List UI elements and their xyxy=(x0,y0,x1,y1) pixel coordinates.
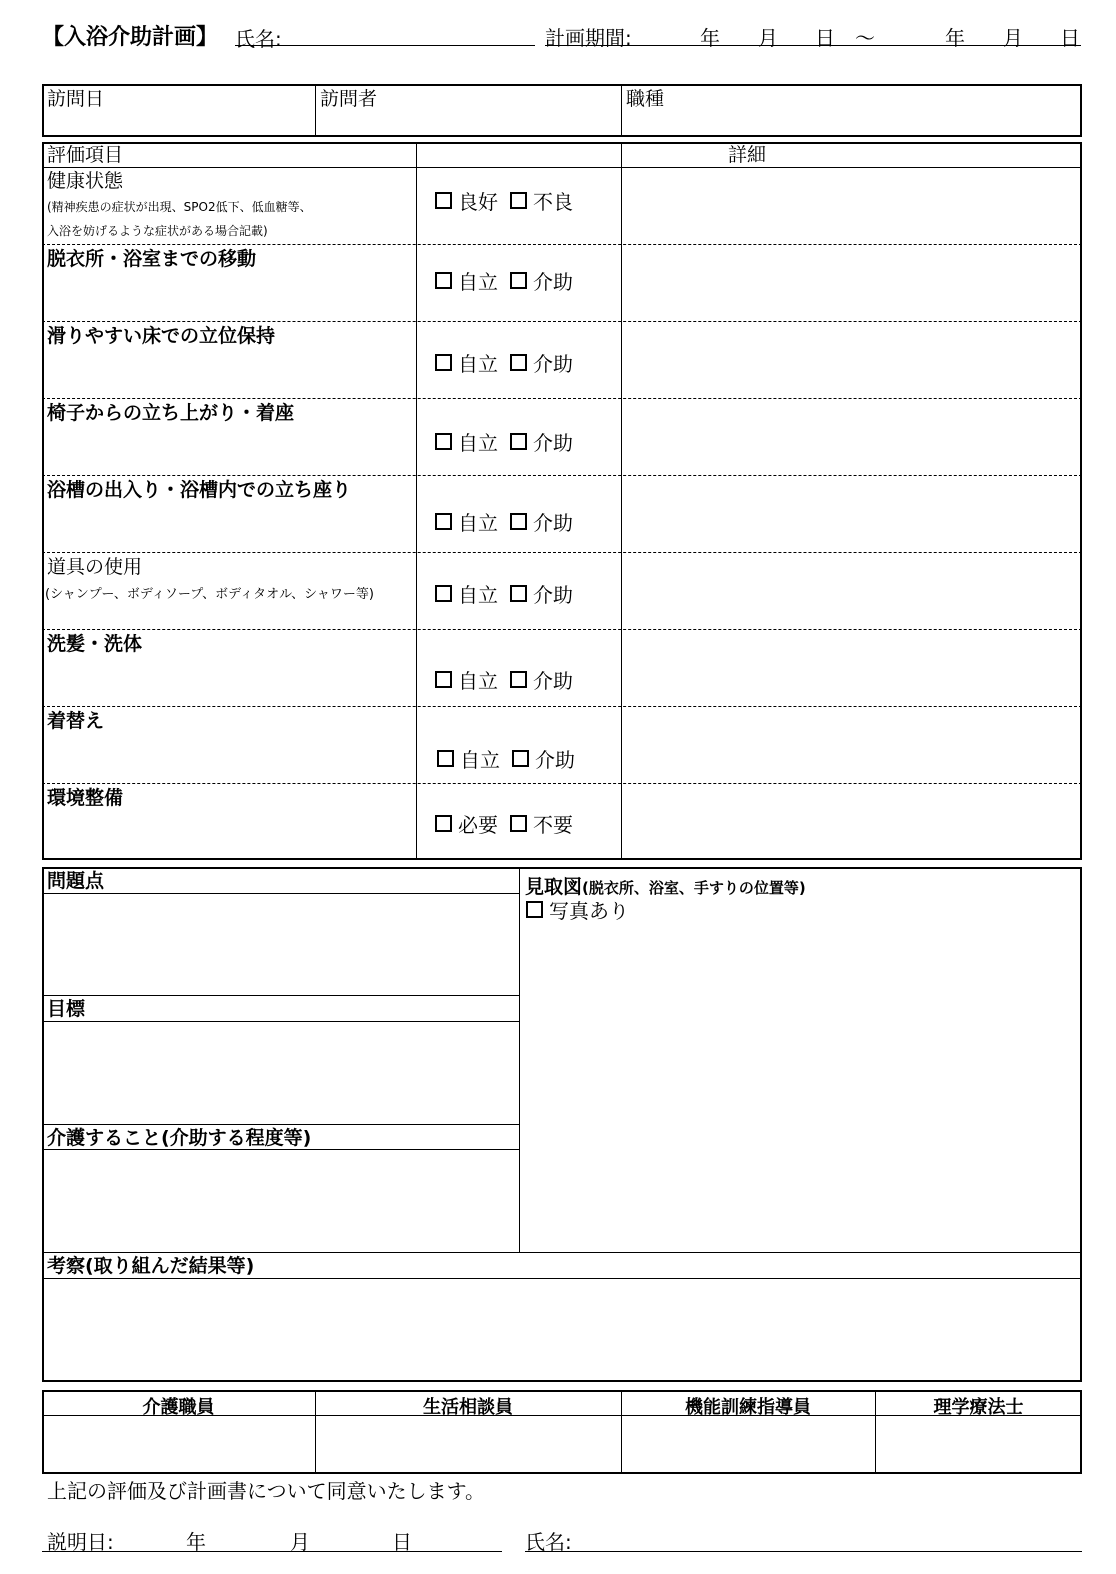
goal-label: 目標 xyxy=(47,998,86,1020)
explain-month: 月 xyxy=(290,1530,310,1554)
care-label: 介護すること(介助する程度等) xyxy=(47,1127,312,1149)
checkbox-photo[interactable] xyxy=(526,901,543,918)
checkbox-independent[interactable] xyxy=(435,354,452,371)
visit-date-label: 訪問日 xyxy=(47,88,105,110)
checkbox-not-needed[interactable] xyxy=(510,815,527,832)
row-bathtub-label: 浴槽の出入り・浴槽内での立ち座り xyxy=(47,479,352,501)
row-dressing-label: 着替え xyxy=(47,710,105,732)
occupation-label: 職種 xyxy=(626,88,665,110)
eval-header-line xyxy=(42,167,1082,168)
photo-option xyxy=(526,895,629,924)
explain-date-field[interactable] xyxy=(42,1551,502,1552)
sign-life-counselor: 生活相談員 xyxy=(423,1397,513,1418)
row-separator xyxy=(42,244,1082,245)
review-top-line xyxy=(42,1252,1082,1253)
review-label: 考察(取り組んだ結果等) xyxy=(47,1255,255,1277)
row-standing-label: 滑りやすい床での立位保持 xyxy=(47,325,276,347)
checkbox-poor[interactable] xyxy=(510,192,527,209)
care-top-line xyxy=(42,1124,519,1125)
option-not-needed-label: 不要 xyxy=(533,813,573,837)
goal-top-line xyxy=(42,995,519,996)
row-health-options xyxy=(435,186,573,215)
review-underline xyxy=(42,1278,1082,1279)
row-dressing-options xyxy=(437,744,575,773)
row-separator xyxy=(42,552,1082,553)
checkbox-independent[interactable] xyxy=(435,433,452,450)
option-independent-label: 自立 xyxy=(458,669,498,693)
row-separator xyxy=(42,783,1082,784)
visitor-label: 訪問者 xyxy=(320,88,378,110)
eval-divider-1 xyxy=(416,142,417,860)
photo-label: 写真あり xyxy=(549,899,629,923)
row-health-note-2: 入浴を妨げるような症状がある場合記載) xyxy=(47,224,268,238)
checkbox-needed[interactable] xyxy=(435,815,452,832)
plan-divider xyxy=(519,867,520,1252)
row-tools-note: (シャンプー、ボディソープ、ボディタオル、シャワー等) xyxy=(45,587,374,602)
option-poor-label: 不良 xyxy=(533,190,573,214)
option-assist-label: 介助 xyxy=(533,431,573,455)
checkbox-assist[interactable] xyxy=(510,585,527,602)
row-separator xyxy=(42,321,1082,322)
row-washing-options xyxy=(435,665,573,694)
period-start-year: 年 xyxy=(700,26,720,50)
checkbox-good[interactable] xyxy=(435,192,452,209)
period-end-day: 日 xyxy=(1060,26,1080,50)
option-independent-label: 自立 xyxy=(460,748,500,772)
checkbox-assist[interactable] xyxy=(510,272,527,289)
option-independent-label: 自立 xyxy=(458,583,498,607)
signature-name-label: 氏名: xyxy=(525,1530,572,1554)
row-washing-label: 洗髪・洗体 xyxy=(47,633,143,655)
period-start-month: 月 xyxy=(758,26,778,50)
row-separator xyxy=(42,629,1082,630)
checkbox-assist[interactable] xyxy=(510,513,527,530)
option-assist-label: 介助 xyxy=(535,748,575,772)
row-chair-options xyxy=(435,427,573,456)
row-tools-label: 道具の使用 xyxy=(47,556,143,578)
explain-date-label: 説明日: xyxy=(47,1530,114,1554)
form-title: 【入浴介助計画】 xyxy=(42,25,219,50)
option-assist-label: 介助 xyxy=(533,352,573,376)
eval-detail-header: 詳細 xyxy=(728,144,767,166)
visit-divider-1 xyxy=(315,84,316,137)
explain-year: 年 xyxy=(186,1530,206,1554)
period-end-month: 月 xyxy=(1003,26,1023,50)
sign-care-staff: 介護職員 xyxy=(142,1397,215,1418)
eval-divider-2 xyxy=(621,142,622,860)
visit-table xyxy=(42,84,1082,137)
period-end-year: 年 xyxy=(945,26,965,50)
sign-physical-therapist: 理学療法士 xyxy=(933,1397,1024,1418)
name-label: 氏名: xyxy=(235,27,282,51)
eval-item-header: 評価項目 xyxy=(47,144,124,166)
row-bathtub-options xyxy=(435,507,573,536)
checkbox-assist[interactable] xyxy=(510,433,527,450)
sign-function-trainer: 機能訓練指導員 xyxy=(685,1397,811,1418)
care-underline xyxy=(42,1149,519,1150)
option-assist-label: 介助 xyxy=(533,511,573,535)
option-independent-label: 自立 xyxy=(458,431,498,455)
goal-underline xyxy=(42,1021,519,1022)
checkbox-independent[interactable] xyxy=(435,272,452,289)
period-field[interactable] xyxy=(545,45,1081,46)
option-good-label: 良好 xyxy=(458,190,498,214)
option-independent-label: 自立 xyxy=(458,511,498,535)
checkbox-assist[interactable] xyxy=(510,671,527,688)
sketch-label: 見取図 xyxy=(525,876,583,898)
visit-divider-2 xyxy=(621,84,622,137)
checkbox-assist[interactable] xyxy=(510,354,527,371)
row-environment-label: 環境整備 xyxy=(47,787,124,809)
problems-underline xyxy=(42,893,519,894)
option-assist-label: 介助 xyxy=(533,583,573,607)
option-needed-label: 必要 xyxy=(458,813,498,837)
explain-day: 日 xyxy=(392,1530,412,1554)
row-separator xyxy=(42,475,1082,476)
checkbox-assist[interactable] xyxy=(512,750,529,767)
name-field[interactable] xyxy=(235,45,535,46)
row-tools-options xyxy=(435,579,573,608)
option-assist-label: 介助 xyxy=(533,669,573,693)
period-label: 計画期間: xyxy=(545,26,632,50)
row-movement-options xyxy=(435,266,573,295)
checkbox-independent[interactable] xyxy=(435,671,452,688)
period-tilde: ～ xyxy=(855,26,875,50)
row-health-label: 健康状態 xyxy=(47,170,124,192)
sketch-note: (脱衣所、浴室、手すりの位置等) xyxy=(582,879,806,897)
checkbox-independent[interactable] xyxy=(437,750,454,767)
option-assist-label: 介助 xyxy=(533,270,573,294)
row-standing-options xyxy=(435,348,573,377)
row-environment-options xyxy=(435,809,573,838)
checkbox-independent[interactable] xyxy=(435,585,452,602)
row-movement-label: 脱衣所・浴室までの移動 xyxy=(47,248,257,270)
consent-text: 上記の評価及び計画書について同意いたします。 xyxy=(47,1479,485,1503)
checkbox-independent[interactable] xyxy=(435,513,452,530)
row-chair-label: 椅子からの立ち上がり・着座 xyxy=(47,402,295,424)
problems-label: 問題点 xyxy=(47,870,105,892)
row-separator xyxy=(42,398,1082,399)
row-separator xyxy=(42,706,1082,707)
signature-name-field[interactable] xyxy=(525,1551,1082,1552)
option-independent-label: 自立 xyxy=(458,352,498,376)
option-independent-label: 自立 xyxy=(458,270,498,294)
row-health-note-1: (精神疾患の症状が出現、SPO2低下、低血糖等、 xyxy=(47,200,312,214)
period-start-day: 日 xyxy=(815,26,835,50)
